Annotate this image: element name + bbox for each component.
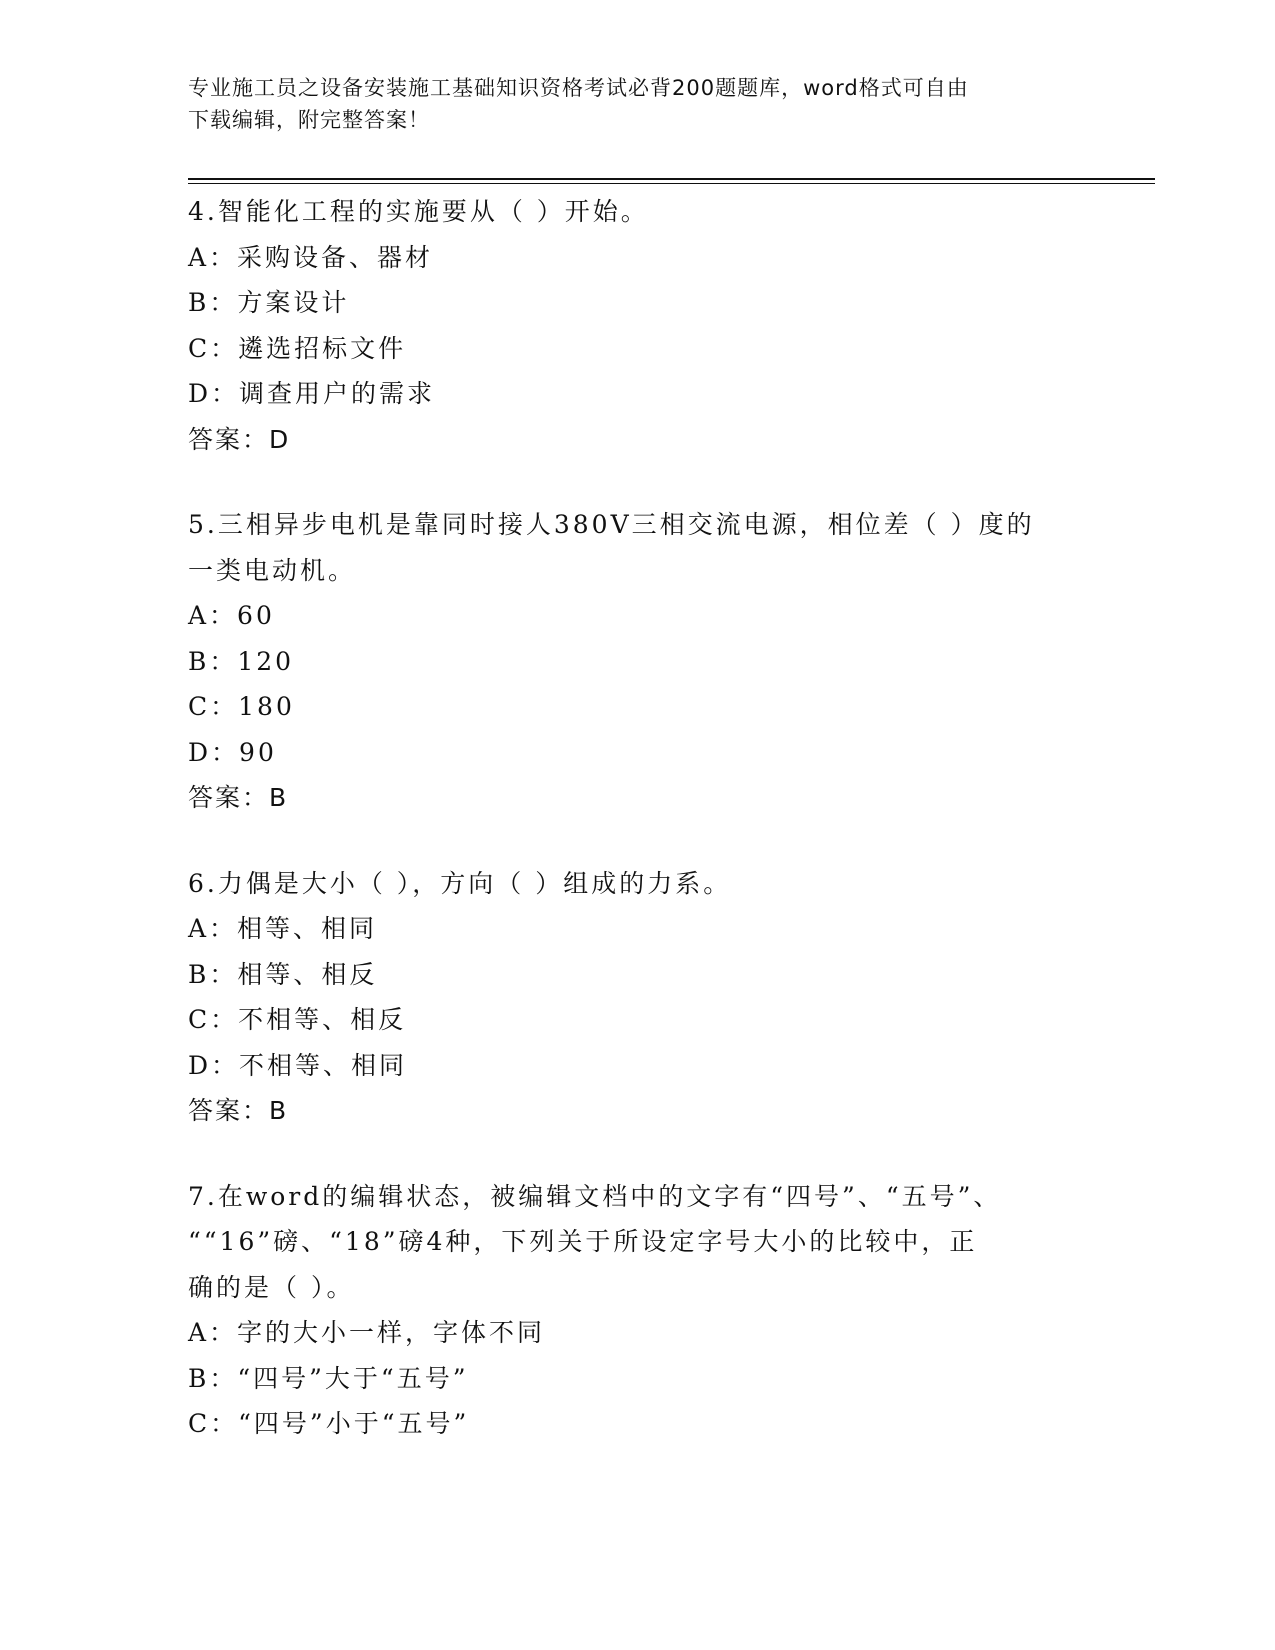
question-6 [188, 861, 1068, 1134]
question-5 [188, 502, 1068, 821]
option-a: A：字的大小一样，字体不同 [188, 1318, 546, 1347]
question-list [188, 189, 1068, 1487]
question-7 [188, 1174, 1068, 1447]
header-line-1: 专业施工员之设备安装施工基础知识资格考试必背200题题库，word格式可自由 [188, 76, 969, 100]
option-b: B：120 [188, 646, 295, 676]
question-text: 4.智能化工程的实施要从（ ）开始。 [188, 197, 649, 226]
question-text: 5.三相异步电机是靠同时接人380V三相交流电源，相位差（ ）度的 [188, 510, 1035, 539]
option-b: B：“四号”大于“五号” [188, 1363, 469, 1393]
question-text: 一类电动机。 [188, 555, 357, 585]
option-d: D：不相等、相同 [188, 1050, 408, 1080]
answer: 答案：B [188, 783, 289, 812]
option-b: B：相等、相反 [188, 959, 378, 989]
header-line-2: 下载编辑，附完整答案！ [188, 108, 430, 132]
option-d: D：90 [188, 737, 277, 767]
option-c: C：不相等、相反 [188, 1005, 407, 1034]
answer: 答案：D [188, 424, 291, 454]
answer: 答案：B [188, 1096, 289, 1125]
option-b: B：方案设计 [188, 288, 350, 317]
question-text: 7.在word的编辑状态，被编辑文档中的文字有“四号”、“五号”、 [188, 1181, 1002, 1211]
header-divider-thick [188, 178, 1155, 180]
option-a: A：相等、相同 [188, 914, 378, 943]
option-c: C：遴选招标文件 [188, 333, 407, 363]
option-c: C：180 [188, 692, 295, 721]
option-c: C：“四号”小于“五号” [188, 1409, 470, 1438]
question-4 [188, 189, 1068, 462]
header-divider-thin [188, 183, 1155, 184]
question-text: 确的是（ ）。 [188, 1272, 355, 1302]
option-a: A：采购设备、器材 [188, 242, 434, 272]
document-header [188, 72, 1088, 136]
option-a: A：60 [188, 601, 275, 630]
question-text: ““16”磅、“18”磅4种，下列关于所设定字号大小的比较中，正 [188, 1227, 978, 1256]
question-text: 6.力偶是大小（ ），方向（ ）组成的力系。 [188, 868, 732, 898]
option-d: D：调查用户的需求 [188, 379, 436, 408]
